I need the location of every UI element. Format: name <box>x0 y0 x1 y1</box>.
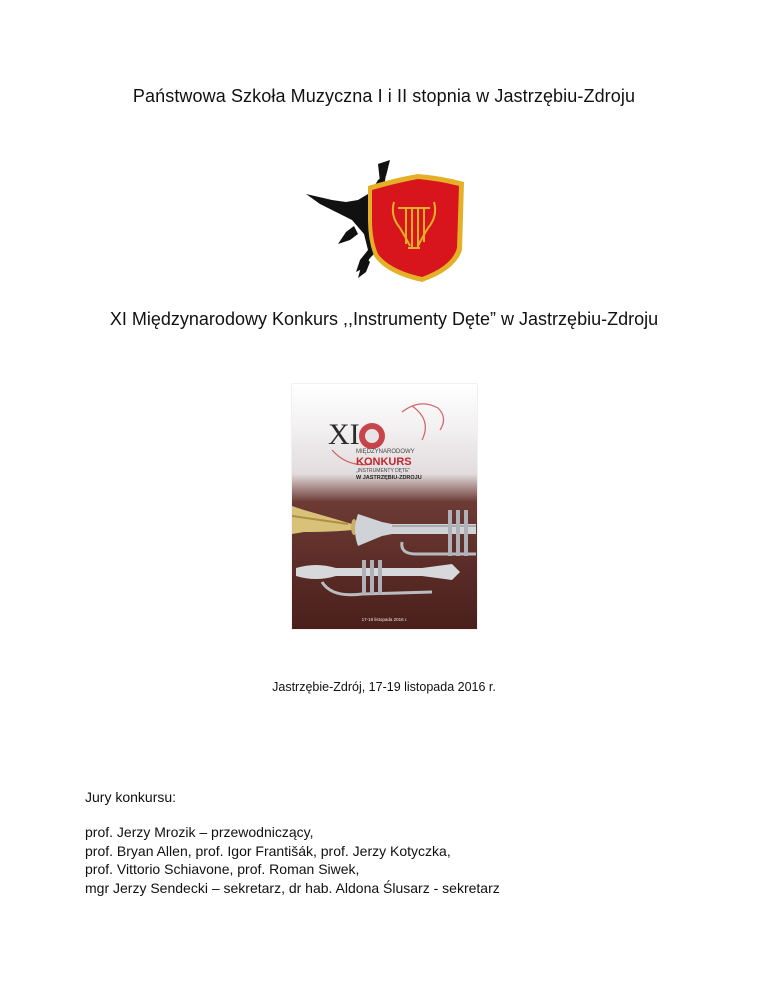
poster-line2: KONKURS <box>356 456 412 468</box>
contest-poster <box>292 384 477 629</box>
jury-heading: Jury konkursu: <box>85 789 177 805</box>
silver-trumpet-bottom-icon <box>296 560 460 595</box>
jury-line: prof. Bryan Allen, prof. Igor Františák, prof. Jerzy Kotyczka, <box>85 842 451 859</box>
jury-list <box>85 823 500 897</box>
jury-line: prof. Vittorio Schiavone, prof. Roman Siwek, <box>85 861 360 877</box>
school-title: Państwowa Szkoła Muzyczna I i II stopnia w Jastrzębiu-Zdroju <box>132 86 636 106</box>
gold-trumpet-icon <box>292 506 357 535</box>
poster-line1: MIĘDZYNARODOWY <box>356 449 415 455</box>
contest-title: XI Międzynarodowy Konkurs ,,Instrumenty Dęte” w Jastrzębiu-Zdroju <box>109 309 659 329</box>
poster-line4: W JASTRZĘBIU-ZDROJU <box>356 475 422 481</box>
poster-numeral: XI <box>328 418 360 451</box>
jury-line: prof. Jerzy Mrozik – przewodniczący, <box>85 824 314 840</box>
poster-line3: „INSTRUMENTY DĘTE” <box>356 468 411 474</box>
school-emblem <box>306 160 466 286</box>
poster-date: 17-19 listopada 2016 r. <box>361 617 408 622</box>
jury-line: mgr Jerzy Sendecki – sekretarz, dr hab. Aldona Ślusarz - sekretarz <box>85 879 500 896</box>
place-and-date: Jastrzębie-Zdrój, 17-19 listopada 2016 r. <box>272 680 496 694</box>
silver-trumpet-icon <box>355 510 476 556</box>
